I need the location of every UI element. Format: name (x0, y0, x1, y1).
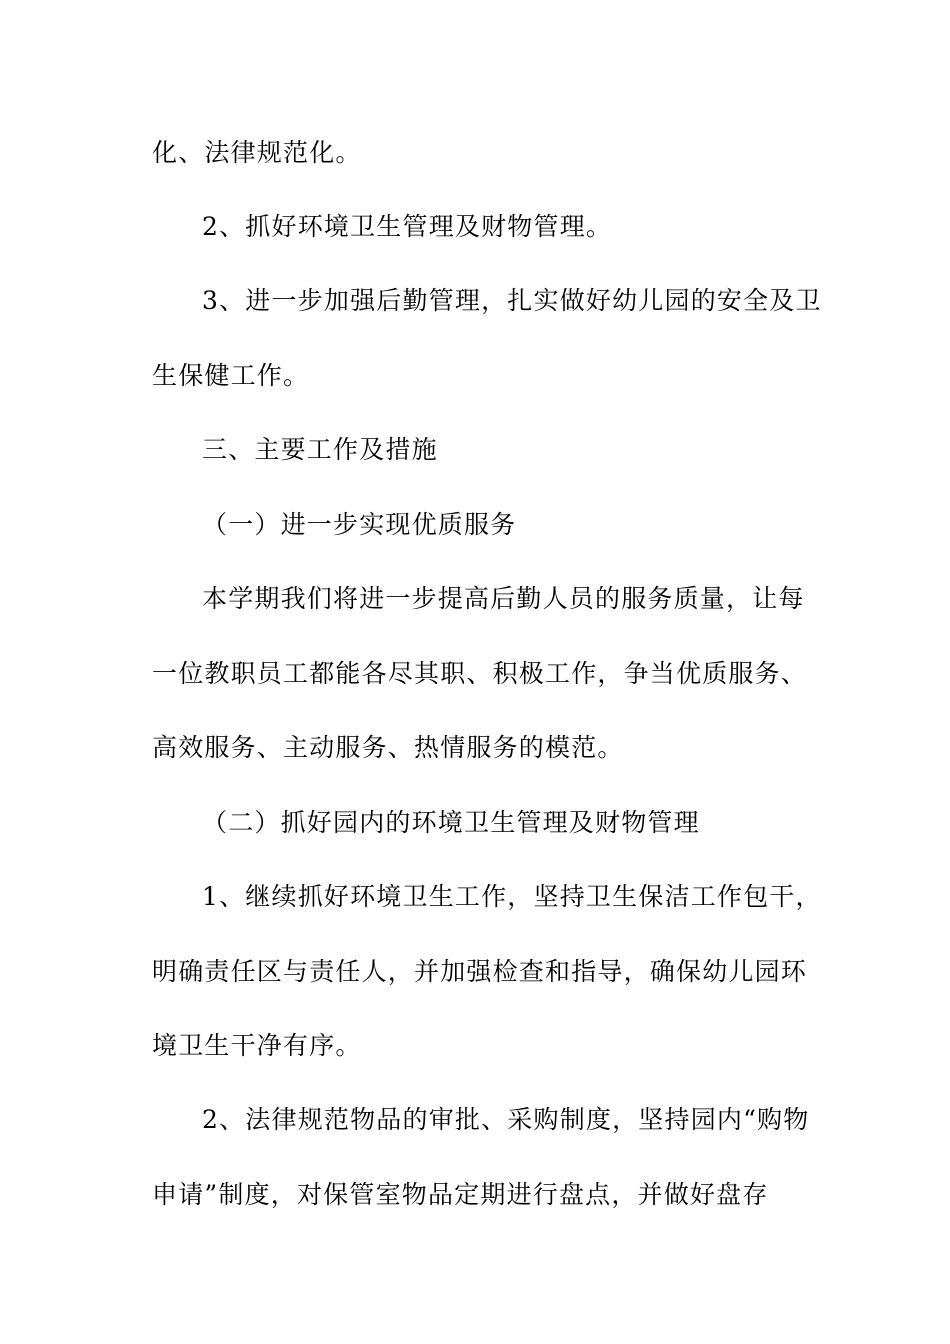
text-line: 2、抓好环境卫生管理及财物管理。 (202, 212, 613, 241)
text-line: 生保健工作。 (152, 361, 310, 390)
text-line: 申请”制度，对保管室物品定期进行盘点，并做好盘存 (152, 1180, 769, 1209)
text-line: 1、继续抓好环境卫生工作，坚持卫生保洁工作包干， (202, 882, 822, 911)
text-line: 一位教职员工都能各尽其职、积极工作，争当优质服务、 (152, 659, 808, 688)
subsection-heading: （二）抓好园内的环境卫生管理及财物管理 (202, 808, 700, 837)
text-line: 高效服务、主动服务、热情服务的模范。 (152, 733, 624, 762)
text-line: 明确责任区与责任人，并加强检查和指导，确保幼儿园环 (152, 957, 808, 986)
text-line: 化、法律规范化。 (152, 138, 362, 167)
text-line: 2、法律规范物品的审批、采购制度，坚持园内“购物 (202, 1105, 810, 1134)
section-heading: 三、主要工作及措施 (202, 435, 438, 464)
text-line: 3、进一步加强后勤管理，扎实做好幼儿园的安全及卫 (202, 286, 822, 315)
text-line: 本学期我们将进一步提高后勤人员的服务质量，让每 (202, 584, 805, 613)
text-line: 境卫生干净有序。 (152, 1031, 362, 1060)
subsection-heading: （一）进一步实现优质服务 (202, 510, 517, 539)
